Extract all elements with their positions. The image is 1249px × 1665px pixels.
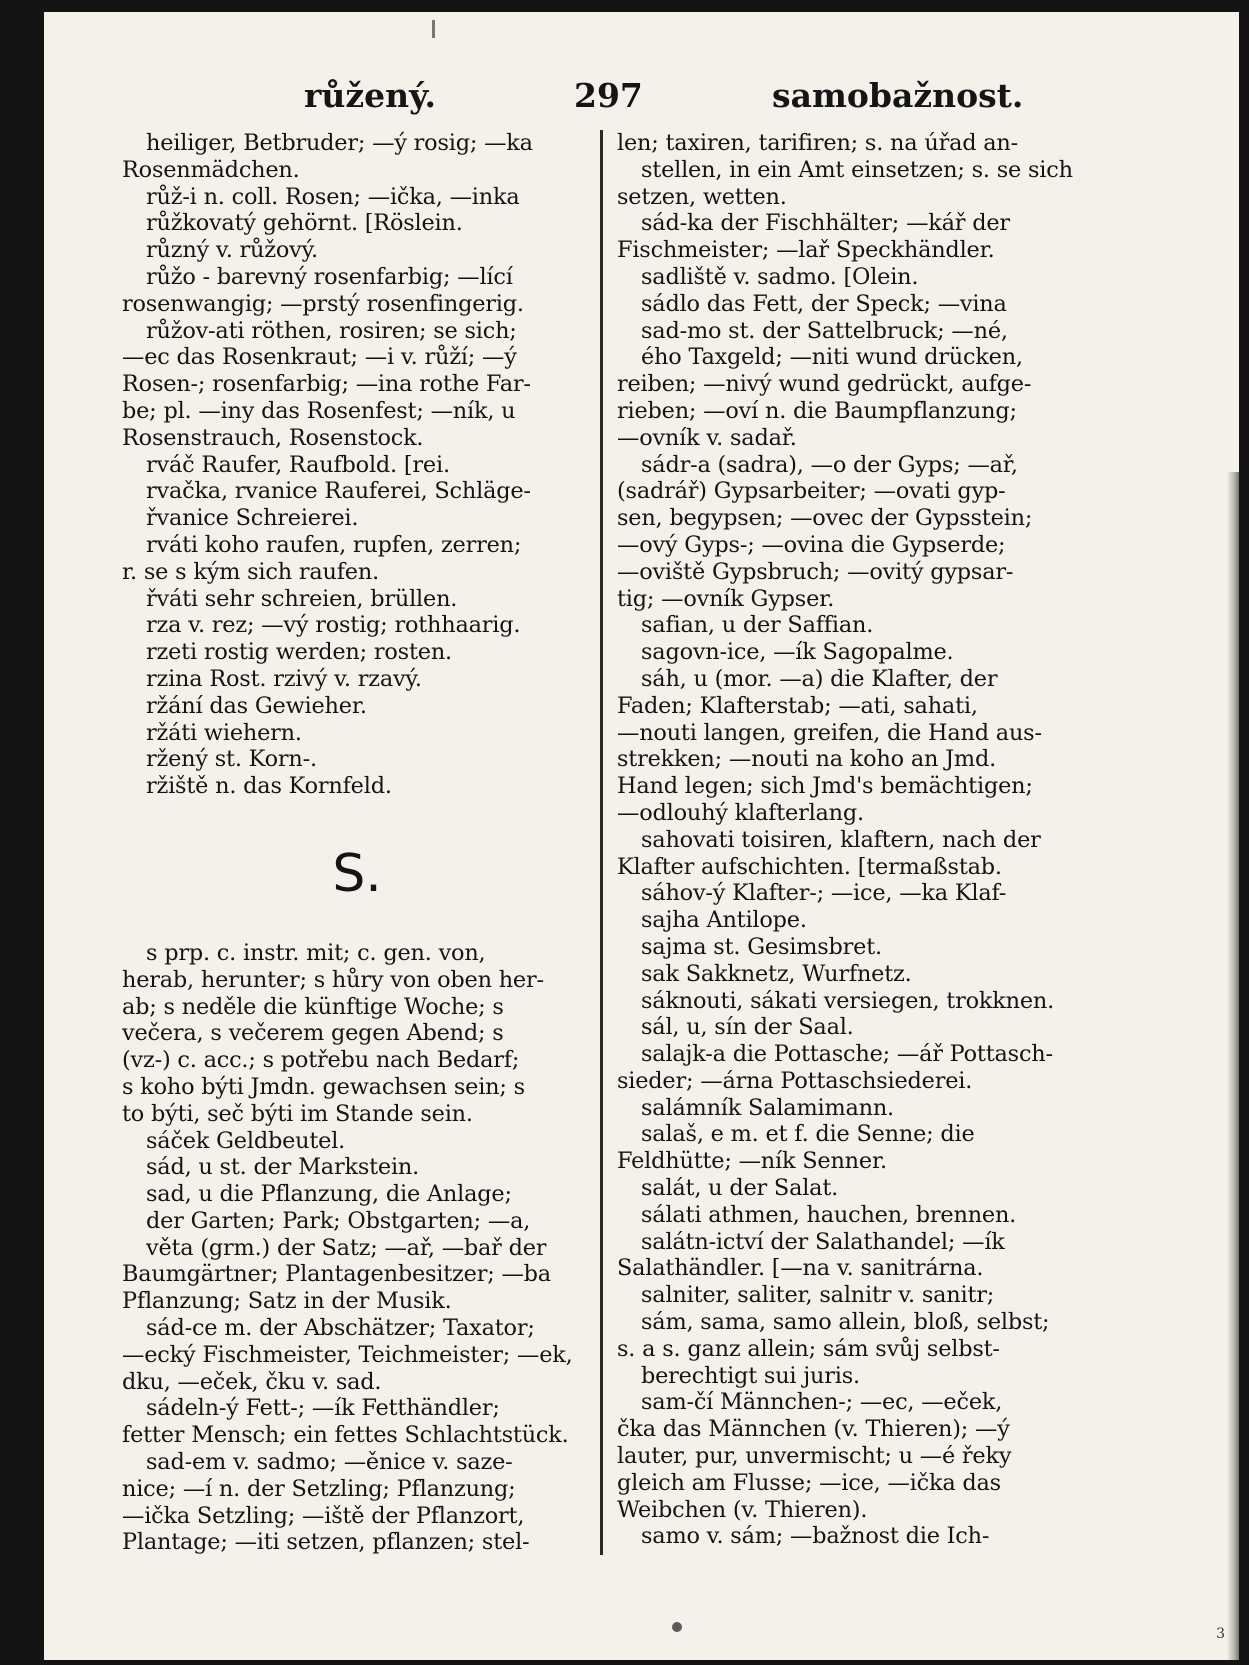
dictionary-line: sád-ce m. der Abschätzer; Taxator; (146, 1315, 535, 1342)
dictionary-line: čka das Männchen (v. Thieren); —ý (617, 1416, 1010, 1443)
dictionary-line: sadliště v. sadmo. [Olein. (641, 263, 919, 290)
dictionary-line: r. se s kým sich raufen. (122, 558, 379, 585)
dictionary-line: salámník Salamimann. (641, 1094, 894, 1121)
dictionary-line: řváti sehr schreien, brüllen. (146, 585, 458, 612)
dictionary-line: sam-čí Männchen-; —ec, —eček, (641, 1389, 1003, 1416)
dictionary-line: dku, —eček, čku v. sad. (122, 1368, 382, 1395)
dictionary-line: sad-em v. sadmo; —ěnice v. saze- (146, 1449, 513, 1476)
dictionary-line: setzen, wetten. (617, 183, 787, 210)
dictionary-line: sahovati toisiren, klaftern, nach der (641, 826, 1041, 853)
dictionary-line: sáček Geldbeutel. (146, 1127, 346, 1154)
right-entries (617, 130, 1137, 1550)
dictionary-line: Hand legen; sich Jmd's bemächtigen; (617, 773, 1033, 800)
dictionary-line: heiliger, Betbruder; —ý rosig; —ka (146, 130, 533, 156)
dictionary-line: —nouti langen, greifen, die Hand aus- (617, 719, 1042, 746)
dictionary-line: sáhov-ý Klafter-; —ice, —ka Klaf- (641, 880, 1007, 907)
dictionary-page (44, 12, 1239, 1660)
dictionary-line: rzina Rost. rzivý v. rzavý. (146, 665, 422, 692)
dictionary-line: sajha Antilope. (641, 907, 807, 934)
dictionary-line: sálati athmen, hauchen, brennen. (641, 1201, 1017, 1228)
dictionary-line: —ec das Rosenkraut; —i v. růží; —ý (122, 344, 517, 371)
dictionary-line: sád-ka der Fischhälter; —kář der (641, 210, 1010, 237)
dictionary-line: Rosen-; rosenfarbig; —ina rothe Far- (122, 371, 531, 398)
dictionary-line: ržiště n. das Kornfeld. (146, 773, 392, 800)
dictionary-line: růžov-ati röthen, rosiren; se sich; (146, 317, 517, 344)
dictionary-line: reiben; —nivý wund gedrückt, aufge- (617, 371, 1032, 398)
dictionary-line: gleich am Flusse; —ice, —ička das (617, 1469, 1001, 1496)
dictionary-line: Pflanzung; Satz in der Musik. (122, 1288, 452, 1315)
dictionary-line: —ička Setzling; —iště der Pflanzort, (122, 1502, 525, 1529)
ink-spot (672, 1622, 682, 1632)
dictionary-line: salajk-a die Pottasche; —ář Pottasch- (641, 1041, 1053, 1068)
dictionary-line: s koho býti Jmdn. gewachsen sein; s (122, 1073, 525, 1100)
dictionary-line: Feldhütte; —ník Senner. (617, 1148, 887, 1175)
dictionary-line: herab, herunter; s hůry von oben her- (122, 966, 544, 993)
dictionary-line: Salathändler. [—na v. sanitrárna. (617, 1255, 984, 1282)
dictionary-line: rza v. rez; —vý rostig; rothhaarig. (146, 612, 521, 639)
dictionary-line: růž-i n. coll. Rosen; —ička, —inka (146, 183, 520, 210)
dictionary-line: salát, u der Salat. (641, 1175, 839, 1202)
dictionary-line: sádlo das Fett, der Speck; —vina (641, 290, 1007, 317)
page-mark (432, 20, 435, 38)
dictionary-line: —oviště Gypsbruch; —ovitý gypsar- (617, 558, 1014, 585)
dictionary-line: sagovn-ice, —ík Sagopalme. (641, 639, 954, 666)
left-column (122, 130, 652, 1556)
dictionary-line: věta (grm.) der Satz; —ař, —bař der (146, 1234, 547, 1261)
dictionary-line: řvanice Schreierei. (146, 505, 359, 532)
dictionary-line: ab; s neděle die künftige Woche; s (122, 993, 504, 1020)
dictionary-line: rosenwangig; —prstý rosenfingerig. (122, 290, 524, 317)
dictionary-line: der Garten; Park; Obstgarten; —a, (146, 1207, 531, 1234)
dictionary-line: rvačka, rvanice Rauferei, Schläge- (146, 478, 531, 505)
dictionary-line: Klafter aufschichten. [termaßstab. (617, 853, 1002, 880)
dictionary-line: fetter Mensch; ein fettes Schlachtstück. (122, 1422, 569, 1449)
dictionary-line: s prp. c. instr. mit; c. gen. von, (146, 939, 486, 966)
dictionary-line: růžkovatý gehörnt. [Röslein. (146, 210, 463, 237)
dictionary-line: —odlouhý klafterlang. (617, 799, 864, 826)
dictionary-line: salniter, saliter, salnitr v. sanitr; (641, 1282, 995, 1309)
letter-heading: S. (332, 843, 382, 904)
dictionary-line: sad-mo st. der Sattelbruck; —né, (641, 317, 1008, 344)
dictionary-line: rieben; —oví n. die Baumpflanzung; (617, 397, 1017, 424)
dictionary-line: salaš, e m. et f. die Senne; die (641, 1121, 975, 1148)
dictionary-line: lauter, pur, unvermischt; u —é řeky (617, 1443, 1012, 1470)
dictionary-line: Faden; Klafterstab; —ati, sahati, (617, 692, 978, 719)
dictionary-line: —ový Gyps-; —ovina die Gypserde; (617, 531, 1006, 558)
right-column (617, 130, 1137, 1550)
dictionary-line: sad, u die Pflanzung, die Anlage; (146, 1181, 512, 1208)
dictionary-line: strekken; —nouti na koho an Jmd. (617, 746, 996, 773)
dictionary-line: —ecký Fischmeister, Teichmeister; —ek, (122, 1341, 573, 1368)
dictionary-line: be; pl. —iny das Rosenfest; —ník, u (122, 397, 516, 424)
column-divider (600, 130, 603, 1555)
header-left-guide-word: růžený. (304, 76, 436, 115)
dictionary-line: nice; —í n. der Setzling; Pflanzung; (122, 1475, 516, 1502)
binding-shadow (1227, 472, 1239, 1660)
dictionary-line: sen, begypsen; —ovec der Gypsstein; (617, 505, 1033, 532)
dictionary-line: rváti koho raufen, rupfen, zerren; (146, 531, 522, 558)
dictionary-line: ržený st. Korn-. (146, 746, 317, 773)
dictionary-line: sádeln-ý Fett-; —ík Fetthändler; (146, 1395, 500, 1422)
dictionary-line: (vz-) c. acc.; s potřebu nach Bedarf; (122, 1047, 520, 1074)
dictionary-line: s. a s. ganz allein; sám svůj selbst- (617, 1335, 1000, 1362)
dictionary-line: večera, s večerem gegen Abend; s (122, 1020, 504, 1047)
header-right-guide-word: samobažnost. (772, 76, 1024, 115)
dictionary-line: sád, u st. der Markstein. (146, 1154, 420, 1181)
dictionary-line: sieder; —árna Pottaschsiederei. (617, 1067, 973, 1094)
dictionary-line: sám, sama, samo allein, bloß, selbst; (641, 1309, 1050, 1336)
dictionary-line: rzeti rostig werden; rosten. (146, 639, 452, 666)
dictionary-line: sál, u, sín der Saal. (641, 1014, 854, 1041)
dictionary-line: Rosenstrauch, Rosenstock. (122, 424, 424, 451)
dictionary-line: —ovník v. sadař. (617, 424, 797, 451)
dictionary-line: sáh, u (mor. —a) die Klafter, der (641, 665, 998, 692)
dictionary-line: Baumgärtner; Plantagenbesitzer; —ba (122, 1261, 551, 1288)
dictionary-line: salátn-ictví der Salathandel; —ík (641, 1228, 1005, 1255)
dictionary-line: ého Taxgeld; —niti wund drücken, (641, 344, 1023, 371)
dictionary-line: tig; —ovník Gypser. (617, 585, 835, 612)
dictionary-line: sajma st. Gesimsbret. (641, 933, 882, 960)
dictionary-line: Plantage; —iti setzen, pflanzen; stel- (122, 1529, 530, 1556)
dictionary-line: stellen, in ein Amt einsetzen; s. se sich (641, 156, 1073, 183)
dictionary-line: samo v. sám; —bažnost die Ich- (641, 1523, 990, 1550)
dictionary-line: rváč Raufer, Raufbold. [rei. (146, 451, 450, 478)
left-entries-s (122, 940, 652, 1556)
dictionary-line: safian, u der Saffian. (641, 612, 874, 639)
dictionary-line: sak Sakknetz, Wurfnetz. (641, 960, 912, 987)
dictionary-line: Rosenmädchen. (122, 156, 300, 183)
footnote-mark: 3 (1216, 1626, 1225, 1642)
dictionary-line: ržání das Gewieher. (146, 692, 367, 719)
page-header (44, 76, 1239, 120)
dictionary-line: to býti, seč býti im Stande sein. (122, 1100, 473, 1127)
dictionary-line: různý v. růžový. (146, 237, 318, 264)
dictionary-line: len; taxiren, tarifiren; s. na úřad an- (617, 130, 1019, 156)
dictionary-line: ržáti wiehern. (146, 719, 302, 746)
dictionary-line: Weibchen (v. Thieren). (617, 1496, 868, 1523)
dictionary-line: (sadrář) Gypsarbeiter; —ovati gyp- (617, 478, 1006, 505)
dictionary-line: berechtigt sui juris. (641, 1362, 860, 1389)
left-entries-r (122, 130, 652, 800)
dictionary-line: růžo - barevný rosenfarbig; —lící (146, 263, 513, 290)
dictionary-line: sáknouti, sákati versiegen, trokknen. (641, 987, 1055, 1014)
dictionary-line: Fischmeister; —lař Speckhändler. (617, 237, 995, 264)
dictionary-line: sádr-a (sadra), —o der Gyps; —ař, (641, 451, 1018, 478)
page-number: 297 (574, 76, 643, 115)
